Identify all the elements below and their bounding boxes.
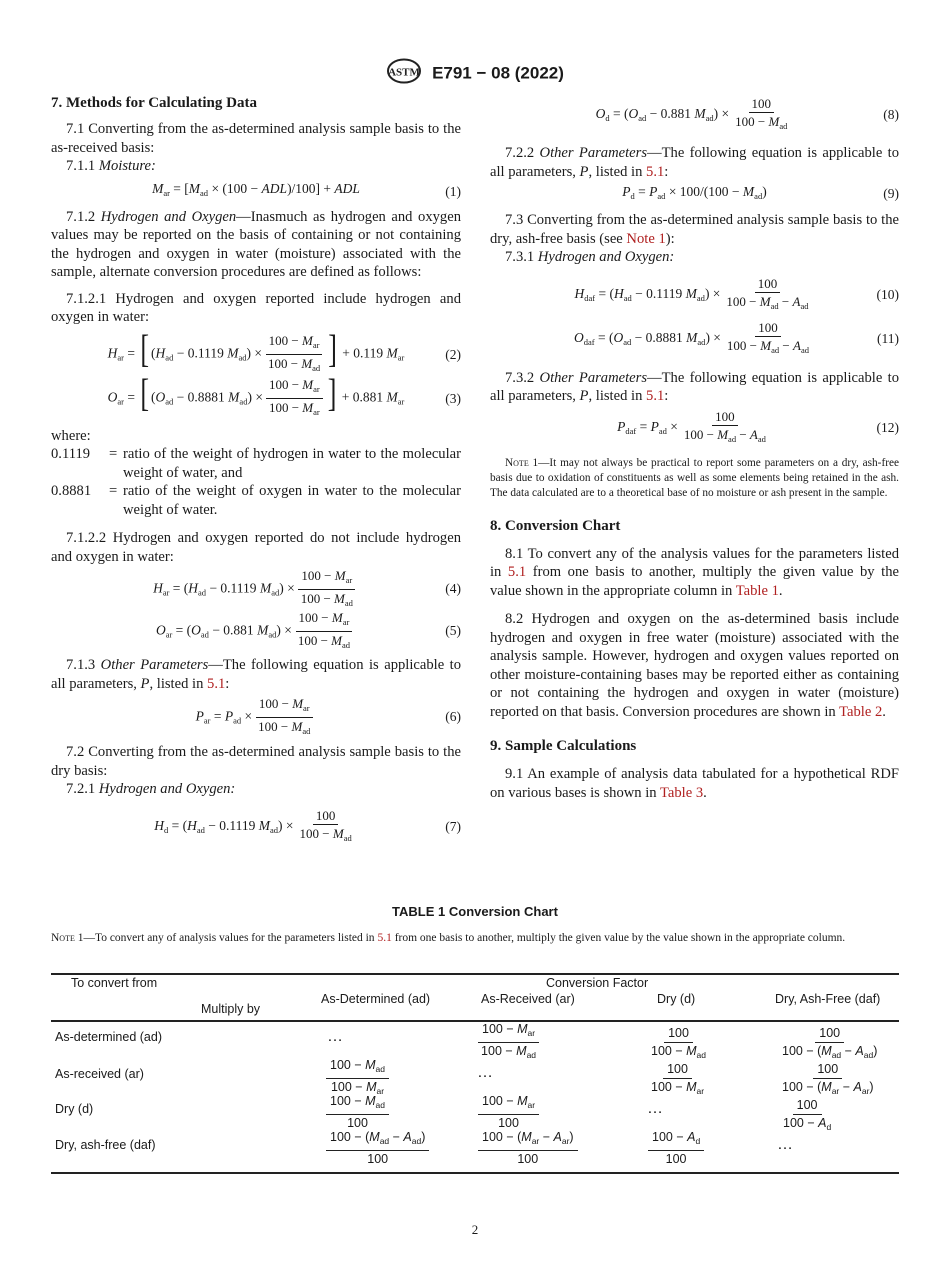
svg-text:ASTM: ASTM bbox=[388, 66, 420, 79]
cell-ad-ar: $\frac{100 - M_{ar}}{100 - M_{ad}}$ bbox=[475, 1022, 542, 1063]
row-label-d: Dry (d) bbox=[55, 1102, 94, 1116]
equation-1: $M_{ar} = [M_{ad} \times (100 - ADL)/100]$ + ADL (1) bbox=[152, 181, 461, 199]
cell-d-daf: $\frac{100}{100 - A_d}$ bbox=[783, 1098, 832, 1132]
section-5-1-link[interactable]: 5.1 bbox=[646, 388, 665, 404]
header-to-convert: To convert from bbox=[71, 976, 158, 990]
cell-daf-ar: $\frac{100 - (M_{ar} - A_{ar})}{100}$ bbox=[475, 1130, 581, 1167]
cell-ad-daf: $\frac{100}{100 - (M_{ad} - A_{ad})}$ bbox=[782, 1026, 878, 1060]
note-1: Note 1—It may not always be practical to report some parameters on a dry, ash-free basis due to oxidation of constituents as well as some elements being retained in the ash. The data calculated are to a theoretical base of no moisture or ash present in the sample. bbox=[490, 456, 900, 499]
cell-daf-daf: … bbox=[777, 1136, 793, 1153]
para-7-3-2: 7.3.2 Other Parameters—The following equation is applicable to all parameters, P, listed in 5.1: bbox=[490, 369, 900, 404]
cell-ar-ad: $\frac{100 - M_{ad}}{100 - M_{ar}}$ bbox=[323, 1058, 392, 1099]
table-2-link[interactable]: Table 2 bbox=[839, 703, 883, 720]
section-5-1-link[interactable]: 5.1 bbox=[646, 163, 665, 180]
section-9-heading: 9. Sample Calculations bbox=[490, 738, 637, 754]
cell-ad-d: $\frac{100}{100 - M_{ad}}$ bbox=[651, 1026, 706, 1060]
where-label: where: bbox=[51, 427, 91, 444]
para-7-2-1: 7.2.1 Hydrogen and Oxygen: bbox=[66, 781, 236, 797]
para-8-1: 8.1 To convert any of the analysis values for the parameters listed in 5.1 from one basis to another, multiply the given value by the value shown in the appropriate column in Table 1. bbox=[490, 545, 899, 599]
table-3-link[interactable]: Table 3 bbox=[660, 784, 704, 801]
note-1-link[interactable]: Note 1 bbox=[626, 230, 666, 247]
header-as-received: As-Received (ar) bbox=[481, 992, 575, 1006]
cell-ar-ar: … bbox=[477, 1064, 493, 1081]
equation-3: $O_{ar}$ = [ ($O_{ad} - 0.8881$ $M_{ad}$) × $\frac{100 - M_{ar}}{100 - M_{ar}}$ ] + 0.881 $M_{ar}$ (3) bbox=[107, 371, 461, 417]
row-label-daf: Dry, ash-free (daf) bbox=[55, 1138, 156, 1152]
header-dry: Dry (d) bbox=[657, 992, 696, 1006]
equation-4: $H_{ar} = (H_{ad} - 0.1119$ $M_{ad}$) × $\frac{100 - M_{ar}}{100 - M_{ad}}$ (4) bbox=[153, 567, 461, 608]
para-7-3-1: 7.3.1 Hydrogen and Oxygen: bbox=[505, 249, 675, 265]
section-5-1-link[interactable]: 5.1 bbox=[207, 675, 226, 692]
cell-d-d: … bbox=[647, 1100, 663, 1117]
page-number: 2 bbox=[471, 1222, 479, 1237]
equation-7: $H_d = (H_{ad} - 0.1119$ $M_{ad}$) × $\frac{100}{100 - M_{ad}}$ (7) bbox=[154, 807, 461, 843]
equation-2: $H_{ar}$ = [ ($H_{ad} - 0.1119$ $M_{ad}$) × $\frac{100 - M_{ar}}{100 - M_{ad}}$ ] + 0.119 $M_{ar}$ (2) bbox=[107, 327, 461, 373]
header-as-determined: As-Determined (ad) bbox=[321, 992, 431, 1006]
para-7-1-2-1: 7.1.2.1 Hydrogen and oxygen reported include hydrogen and oxygen in water: bbox=[51, 290, 461, 325]
cell-ar-d: $\frac{100}{100 - M_{ar}}$ bbox=[651, 1062, 705, 1096]
equation-12: $P_{daf} = P_{ad}$ × $\frac{100}{100 - M_{ad} - A_{ad}}$ (12) bbox=[617, 408, 899, 444]
para-7-2-2: 7.2.2 Other Parameters—The following equation is applicable to all parameters, P, listed in 5.1: bbox=[490, 145, 900, 180]
cell-ar-daf: $\frac{100}{100 - (M_{ar} - A_{ar})}$ bbox=[782, 1062, 874, 1096]
header-dry-ash-free: Dry, Ash-Free (daf) bbox=[775, 992, 881, 1006]
table-1-note: Note 1—To convert any of analysis values for the parameters listed in 5.1 from one basis to another, multiply the given value by the value shown in the appropriate column. bbox=[51, 932, 846, 944]
para-9-1: 9.1 An example of analysis data tabulated for a hypothetical RDF on various bases is shown in Table 3. bbox=[490, 766, 899, 801]
para-7-1: 7.1 Converting from the as-determined analysis sample basis to the as-received basis: bbox=[51, 121, 461, 156]
standard-designation: E791 − 08 (2022) bbox=[432, 63, 564, 83]
cell-d-ad: $\frac{100 - M_{ad}}{100}$ bbox=[323, 1094, 392, 1131]
para-7-1-1: 7.1.1 Moisture: bbox=[66, 158, 156, 174]
table-top-rule bbox=[51, 973, 899, 975]
row-label-ad: As-determined (ad) bbox=[55, 1030, 162, 1044]
equation-10: $H_{daf} = (H_{ad} - 0.1119$ $M_{ad}$) × $\frac{100}{100 - M_{ad} - A_{ad}}$ (10) bbox=[574, 275, 899, 311]
para-7-2: 7.2 Converting from the as-determined analysis sample basis to the dry basis: bbox=[51, 744, 461, 779]
table-1-link[interactable]: Table 1 bbox=[735, 582, 779, 599]
cell-ad-ad: … bbox=[327, 1028, 343, 1045]
cell-daf-d: $\frac{100 - A_d}{100}$ bbox=[645, 1130, 707, 1167]
equation-8: $O_d = (O_{ad} - 0.881$ $M_{ad}$) × $\frac{100}{100 - M_{ad}}$ (8) bbox=[595, 96, 899, 131]
para-7-1-2: 7.1.2 Hydrogen and Oxygen—Inasmuch as hydrogen and oxygen values may be reported on the basis of containing or not containing the hydrogen and oxygen in water (moisture) associated with the sample, alternate conversion procedures are defined as follows: bbox=[51, 208, 461, 280]
page-header bbox=[0, 58, 950, 89]
equation-6: $P_{ar} = P_{ad}$ × $\frac{100 - M_{ar}}{100 - M_{ad}}$ (6) bbox=[195, 695, 461, 736]
para-7-3: 7.3 Converting from the as-determined analysis sample basis to the dry, ash-free basis (see Note 1): bbox=[490, 212, 899, 247]
section-8-heading: 8. Conversion Chart bbox=[490, 517, 621, 534]
right-column bbox=[490, 94, 899, 802]
equation-5: $O_{ar} = (O_{ad} - 0.881$ $M_{ad}$) × $\frac{100 - M_{ar}}{100 - M_{ad}}$ (5) bbox=[155, 609, 461, 650]
row-label-ar: As-received (ar) bbox=[55, 1067, 144, 1081]
table-bottom-rule bbox=[51, 1172, 899, 1174]
equation-9: $P_d = P_{ad} \times 100/(100 - M_{ad})$ (9) bbox=[622, 183, 899, 201]
astm-logo-icon bbox=[386, 58, 422, 89]
para-7-1-3: 7.1.3 Other Parameters—The following equation is applicable to all parameters, P, listed in 5.1: bbox=[51, 657, 462, 692]
para-7-1-2-2: 7.1.2.2 Hydrogen and oxygen reported do not include hydrogen and oxygen in water: bbox=[51, 530, 461, 565]
header-conversion-factor: Conversion Factor bbox=[546, 976, 649, 990]
section-5-1-link[interactable]: 5.1 bbox=[507, 564, 527, 580]
cell-daf-ad: $\frac{100 - (M_{ad} - A_{ad})}{100}$ bbox=[323, 1130, 432, 1167]
left-column bbox=[51, 92, 461, 849]
equation-11: $O_{daf} = (O_{ad} - 0.8881$ $M_{ad}$) × $\frac{100}{100 - M_{ad} - A_{ad}}$ (11) bbox=[574, 319, 899, 355]
section-7-heading: 7. Methods for Calculating Data bbox=[51, 95, 257, 111]
para-8-2: 8.2 Hydrogen and oxygen on the as-determined basis include hydrogen and oxygen in free water (moisture) associated with the analysis sample. However, hydrogen and oxygen values reported on other moisture-containing bases may be reported either as containing or not containing the hydrogen and oxygen in water (moisture) reported on that basis. Conversion procedures are shown in Table 2. bbox=[490, 611, 899, 720]
header-multiply-by: Multiply by bbox=[201, 1002, 261, 1016]
where-list: 0.1119 = ratio of the weight of hydrogen in water to the molecular weight of water, and 0.8881 = ratio of the weight of oxygen in water to the molecular weight of water. bbox=[51, 446, 461, 518]
table-1-title: TABLE 1 Conversion Chart bbox=[392, 904, 558, 919]
section-5-1-link[interactable]: 5.1 bbox=[377, 932, 392, 944]
cell-d-ar: $\frac{100 - M_{ar}}{100}$ bbox=[475, 1094, 542, 1131]
